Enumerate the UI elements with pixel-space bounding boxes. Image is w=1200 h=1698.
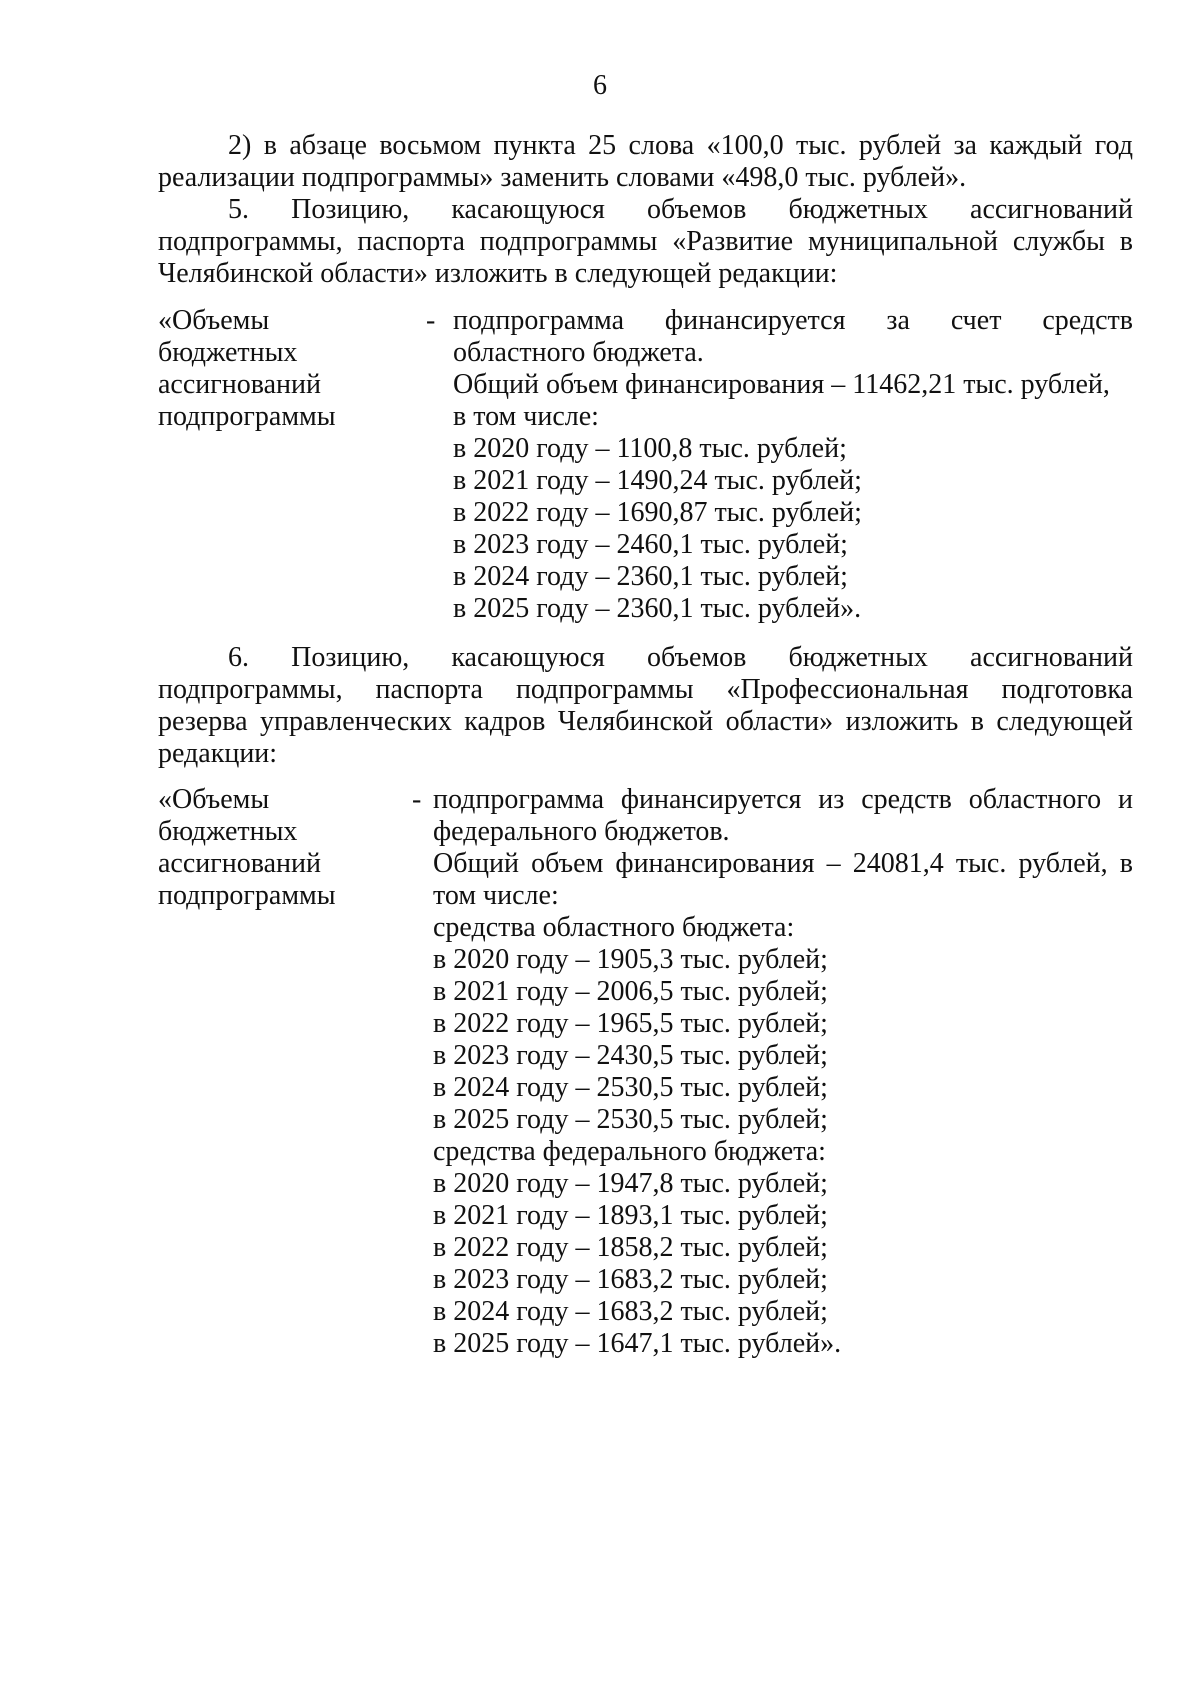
content-line: средства федерального бюджета:	[433, 1136, 826, 1167]
paragraph-item-2	[158, 130, 1133, 194]
subprogram-budget-block-2	[158, 784, 1133, 1364]
label-line: ассигнований	[158, 848, 321, 879]
content-line: в 2022 году – 1965,5 тыс. рублей;	[433, 1008, 828, 1039]
content-line: в 2023 году – 2460,1 тыс. рублей;	[453, 529, 848, 560]
block-dash: -	[412, 784, 422, 815]
paragraph-line: 2) в абзаце восьмом пункта 25 слова «100,0 тыс. рублей за каждый год	[228, 130, 1133, 161]
content-line: в 2021 году – 1490,24 тыс. рублей;	[453, 465, 862, 496]
content-line: в 2024 году – 2360,1 тыс. рублей;	[453, 561, 848, 592]
subprogram-budget-block-1	[158, 305, 1133, 625]
paragraph-6	[158, 642, 1133, 770]
paragraph-line: редакции:	[158, 738, 278, 769]
block-dash: -	[426, 305, 436, 336]
block-content	[433, 784, 1133, 1360]
content-line: в 2023 году – 1683,2 тыс. рублей;	[433, 1264, 828, 1295]
content-line: том числе:	[433, 880, 559, 911]
label-line: бюджетных	[158, 337, 298, 368]
content-line: подпрограмма финансируется из средств областного и	[433, 784, 1133, 815]
content-line: Общий объем финансирования – 24081,4 тыс. рублей, в	[433, 848, 1133, 879]
content-line: областного бюджета.	[453, 337, 704, 368]
content-line: в 2024 году – 2530,5 тыс. рублей;	[433, 1072, 828, 1103]
content-line: в 2023 году – 2430,5 тыс. рублей;	[433, 1040, 828, 1071]
block-label	[158, 784, 418, 912]
content-line: в 2025 году – 1647,1 тыс. рублей».	[433, 1328, 842, 1359]
paragraph-line: реализации подпрограммы» заменить словами «498,0 тыс. рублей».	[158, 162, 967, 193]
label-line: «Объемы	[158, 305, 270, 336]
content-line: в 2021 году – 1893,1 тыс. рублей;	[433, 1200, 828, 1231]
label-line: подпрограммы	[158, 880, 336, 911]
paragraph-line: подпрограммы, паспорта подпрограммы «Профессиональная подготовка	[158, 674, 1133, 705]
content-line: в 2025 году – 2530,5 тыс. рублей;	[433, 1104, 828, 1135]
content-line: в 2020 году – 1947,8 тыс. рублей;	[433, 1168, 828, 1199]
paragraph-5	[158, 194, 1133, 290]
paragraph-line: резерва управленческих кадров Челябинской области» изложить в следующей	[158, 706, 1133, 737]
content-line: в 2021 году – 2006,5 тыс. рублей;	[433, 976, 828, 1007]
content-line: в 2020 году – 1100,8 тыс. рублей;	[453, 433, 847, 464]
content-line: в 2022 году – 1858,2 тыс. рублей;	[433, 1232, 828, 1263]
paragraph-line: Челябинской области» изложить в следующей редакции:	[158, 258, 838, 289]
label-line: подпрограммы	[158, 401, 336, 432]
content-line: федерального бюджетов.	[433, 816, 730, 847]
paragraph-line: 6. Позицию, касающуюся объемов бюджетных ассигнований	[228, 642, 1133, 673]
label-line: бюджетных	[158, 816, 298, 847]
content-line: в 2022 году – 1690,87 тыс. рублей;	[453, 497, 862, 528]
content-line: в 2024 году – 1683,2 тыс. рублей;	[433, 1296, 828, 1327]
paragraph-line: подпрограммы, паспорта подпрограммы «Развитие муниципальной службы в	[158, 226, 1133, 257]
block-label	[158, 305, 418, 433]
content-line: Общий объем финансирования – 11462,21 тыс. рублей,	[453, 369, 1110, 400]
label-line: «Объемы	[158, 784, 270, 815]
paragraph-line: 5. Позицию, касающуюся объемов бюджетных ассигнований	[228, 194, 1133, 225]
content-line: средства областного бюджета:	[433, 912, 795, 943]
block-content	[453, 305, 1133, 625]
page-number: 6	[593, 70, 607, 101]
content-line: в том числе:	[453, 401, 599, 432]
content-line: в 2020 году – 1905,3 тыс. рублей;	[433, 944, 828, 975]
content-line: в 2025 году – 2360,1 тыс. рублей».	[453, 593, 862, 624]
content-line: подпрограмма финансируется за счет средств	[453, 305, 1133, 336]
label-line: ассигнований	[158, 369, 321, 400]
